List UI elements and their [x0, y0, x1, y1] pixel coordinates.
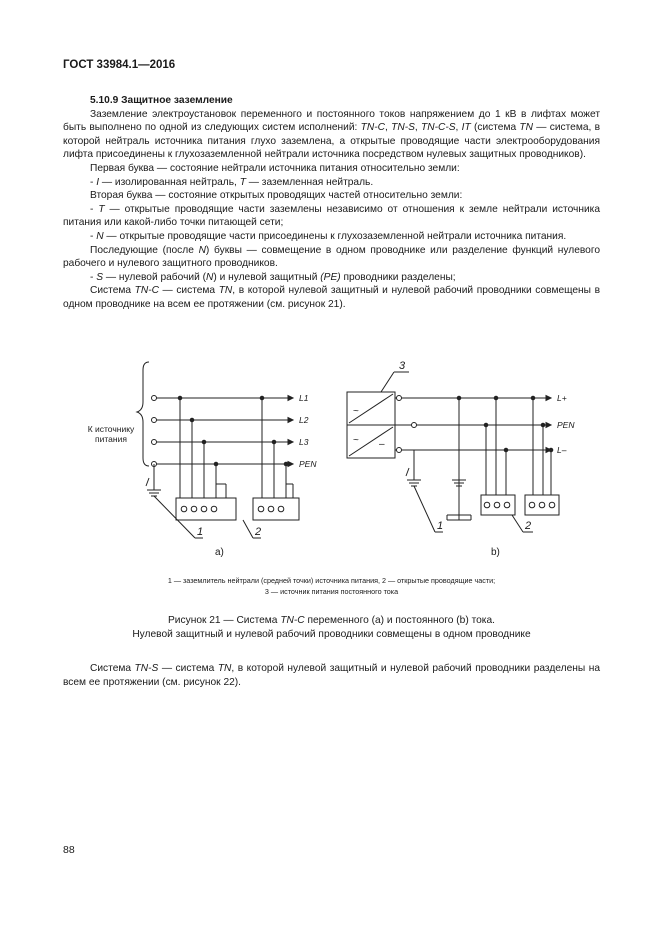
tn-c-diagram — [63, 350, 600, 565]
figure-caption — [63, 614, 600, 641]
caption-line-2: Нулевой защитный и нулевой рабочий проводники совмещены в одном проводнике — [132, 628, 531, 640]
page-number: 88 — [63, 844, 75, 856]
svg-text:~: ~ — [353, 435, 359, 446]
callout-1a: 1 — [197, 526, 204, 538]
figure-21 — [63, 350, 600, 565]
paragraph: Заземление электроустановок переменного и постоянного токов напряжением до 1 кВ в лифтах может быть выполнено по одной из следующих систем исполнений: TN-C, TN-S, TN-C-S, IT (система TN — система, в которой нейтраль источника питания глухо заземлена, а открытые проводящие части электрооборудования лифта присоединены к глухозаземленной нейтрали источника посредством нулевых защитных проводников). — [63, 108, 600, 161]
callout-3: 3 — [399, 360, 406, 372]
terminal — [152, 396, 157, 401]
paragraph: Последующие (после N) буквы — совмещение в одном проводнике или разделение функций нулевого рабочего и нулевого защитного проводников. — [63, 244, 600, 270]
callout-leader-1a — [154, 496, 195, 538]
source-label-line2: питания — [95, 434, 127, 444]
bus-label-l2: L2 — [299, 415, 309, 425]
callout-leader-2a — [243, 520, 253, 538]
callout-2a: 2 — [255, 526, 262, 538]
legend-line-2: 3 — источник питания постоянного тока — [264, 587, 399, 596]
svg-text:–: – — [379, 439, 385, 450]
bus-label-pen: PEN — [299, 459, 317, 469]
paragraph: - I — изолированная нейтраль, T — заземленная нейтраль. — [90, 176, 374, 188]
source-brace — [137, 362, 149, 466]
paragraph: Система TN-C — система TN, в которой нулевой защитный и нулевой рабочий проводники совмещены в одном проводнике на всем ее протяжении (см. рисунок 21). — [63, 285, 601, 310]
paragraph: - T — открытые проводящие части заземлены независимо от отношения к земле нейтрали источника питания или какой-либо точки питающей сети; — [63, 203, 600, 229]
bus-label-lminus: L– — [557, 445, 567, 455]
caption-line-1: Рисунок 21 — Система TN-C переменного (a) и постоянного (b) тока. — [168, 615, 495, 626]
bus-label-l3: L3 — [299, 437, 309, 447]
callout-leader-3 — [381, 372, 394, 392]
figure-legend — [63, 575, 600, 597]
bus-label-pen-b: PEN — [557, 420, 575, 430]
callout-2b: 2 — [525, 520, 532, 532]
section-body — [63, 94, 600, 312]
paragraph: Первая буква — состояние нейтрали источника питания относительно земли: — [90, 162, 460, 174]
source-label-line1: К источнику — [87, 424, 135, 434]
sublabel-b: b) — [491, 547, 500, 558]
bus-label-lplus: L+ — [557, 393, 567, 403]
legend-line-1: 1 — заземлитель нейтрали (средней точки) источника питания, 2 — открытые проводящие части; — [167, 576, 496, 585]
section-title: 5.10.9 Защитное заземление — [90, 95, 233, 106]
tn-s-paragraph: Система TN-S — система TN, в которой нулевой защитный и нулевой рабочий проводники разделены на всем ее протяжении (см. рисунок 22). — [63, 663, 600, 688]
svg-text:~: ~ — [353, 406, 359, 417]
callout-1b: 1 — [437, 520, 444, 532]
paragraph: Вторая буква — состояние открытых проводящих частей относительно земли: — [90, 190, 463, 202]
paragraph: - S — нулевой рабочий (N) и нулевой защитный (PE) проводники разделены; — [90, 271, 456, 283]
sublabel-a: a) — [215, 547, 224, 558]
bus-label-l1: L1 — [299, 393, 309, 403]
terminal — [152, 440, 157, 445]
paragraph: - N — открытые проводящие части присоединены к глухозаземленной нейтрали источника питания. — [90, 230, 567, 242]
document-header: ГОСТ 33984.1—2016 — [63, 59, 176, 71]
terminal — [152, 418, 157, 423]
